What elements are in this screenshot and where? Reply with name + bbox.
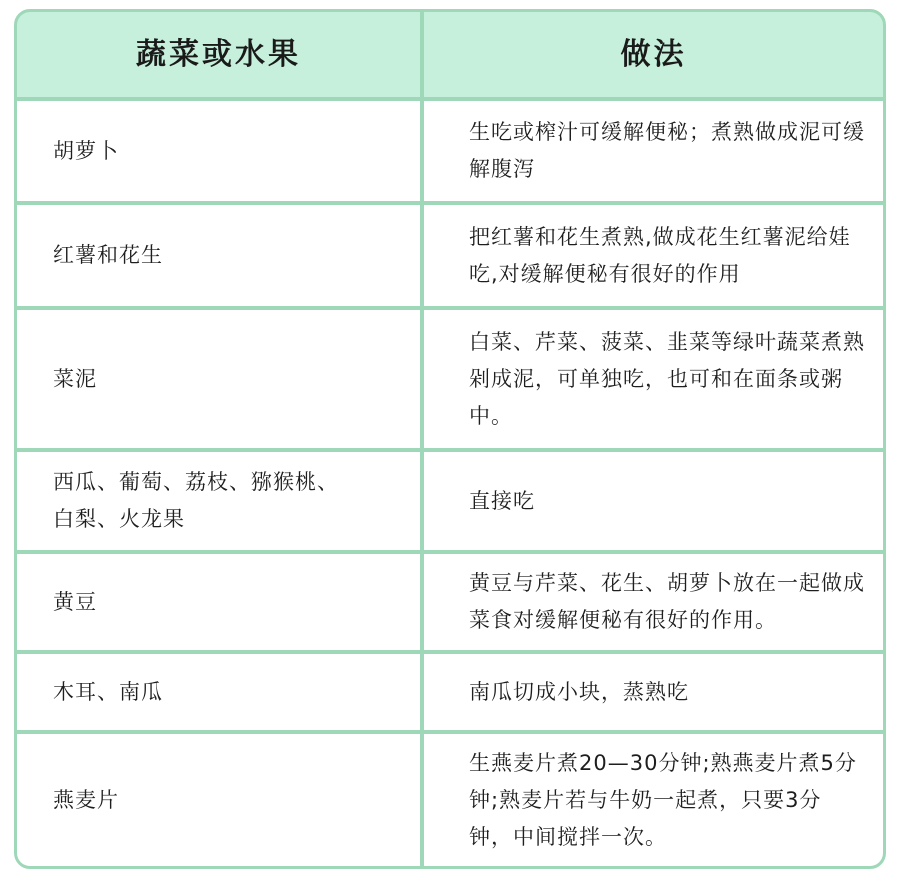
row-7-food: 燕麦片 [17,734,420,866]
header-method: 做法 [424,12,883,97]
row-2-food: 红薯和花生 [17,205,420,306]
row-7-method: 生燕麦片煮20—30分钟;熟燕麦片煮5分钟;熟麦片若与牛奶一起煮，只要3分钟，中间搅拌一次。 [424,734,883,866]
row-2-method: 把红薯和花生煮熟,做成花生红薯泥给娃吃,对缓解便秘有很好的作用 [424,205,883,306]
row-4-method: 直接吃 [424,452,883,550]
row-4-food: 西瓜、葡萄、荔枝、猕猴桃、白梨、火龙果 [17,452,420,550]
row-1-method: 生吃或榨汁可缓解便秘；煮熟做成泥可缓解腹泻 [424,101,883,201]
table-grid [17,12,883,866]
header-food: 蔬菜或水果 [17,12,420,97]
row-6-method: 南瓜切成小块，蒸熟吃 [424,654,883,730]
row-1-food: 胡萝卜 [17,101,420,201]
food-method-table [14,9,886,869]
row-3-food: 菜泥 [17,310,420,448]
row-5-food: 黄豆 [17,554,420,650]
row-6-food: 木耳、南瓜 [17,654,420,730]
row-3-method: 白菜、芹菜、菠菜、韭菜等绿叶蔬菜煮熟剁成泥，可单独吃，也可和在面条或粥中。 [424,310,883,448]
row-5-method: 黄豆与芹菜、花生、胡萝卜放在一起做成菜食对缓解便秘有很好的作用。 [424,554,883,650]
